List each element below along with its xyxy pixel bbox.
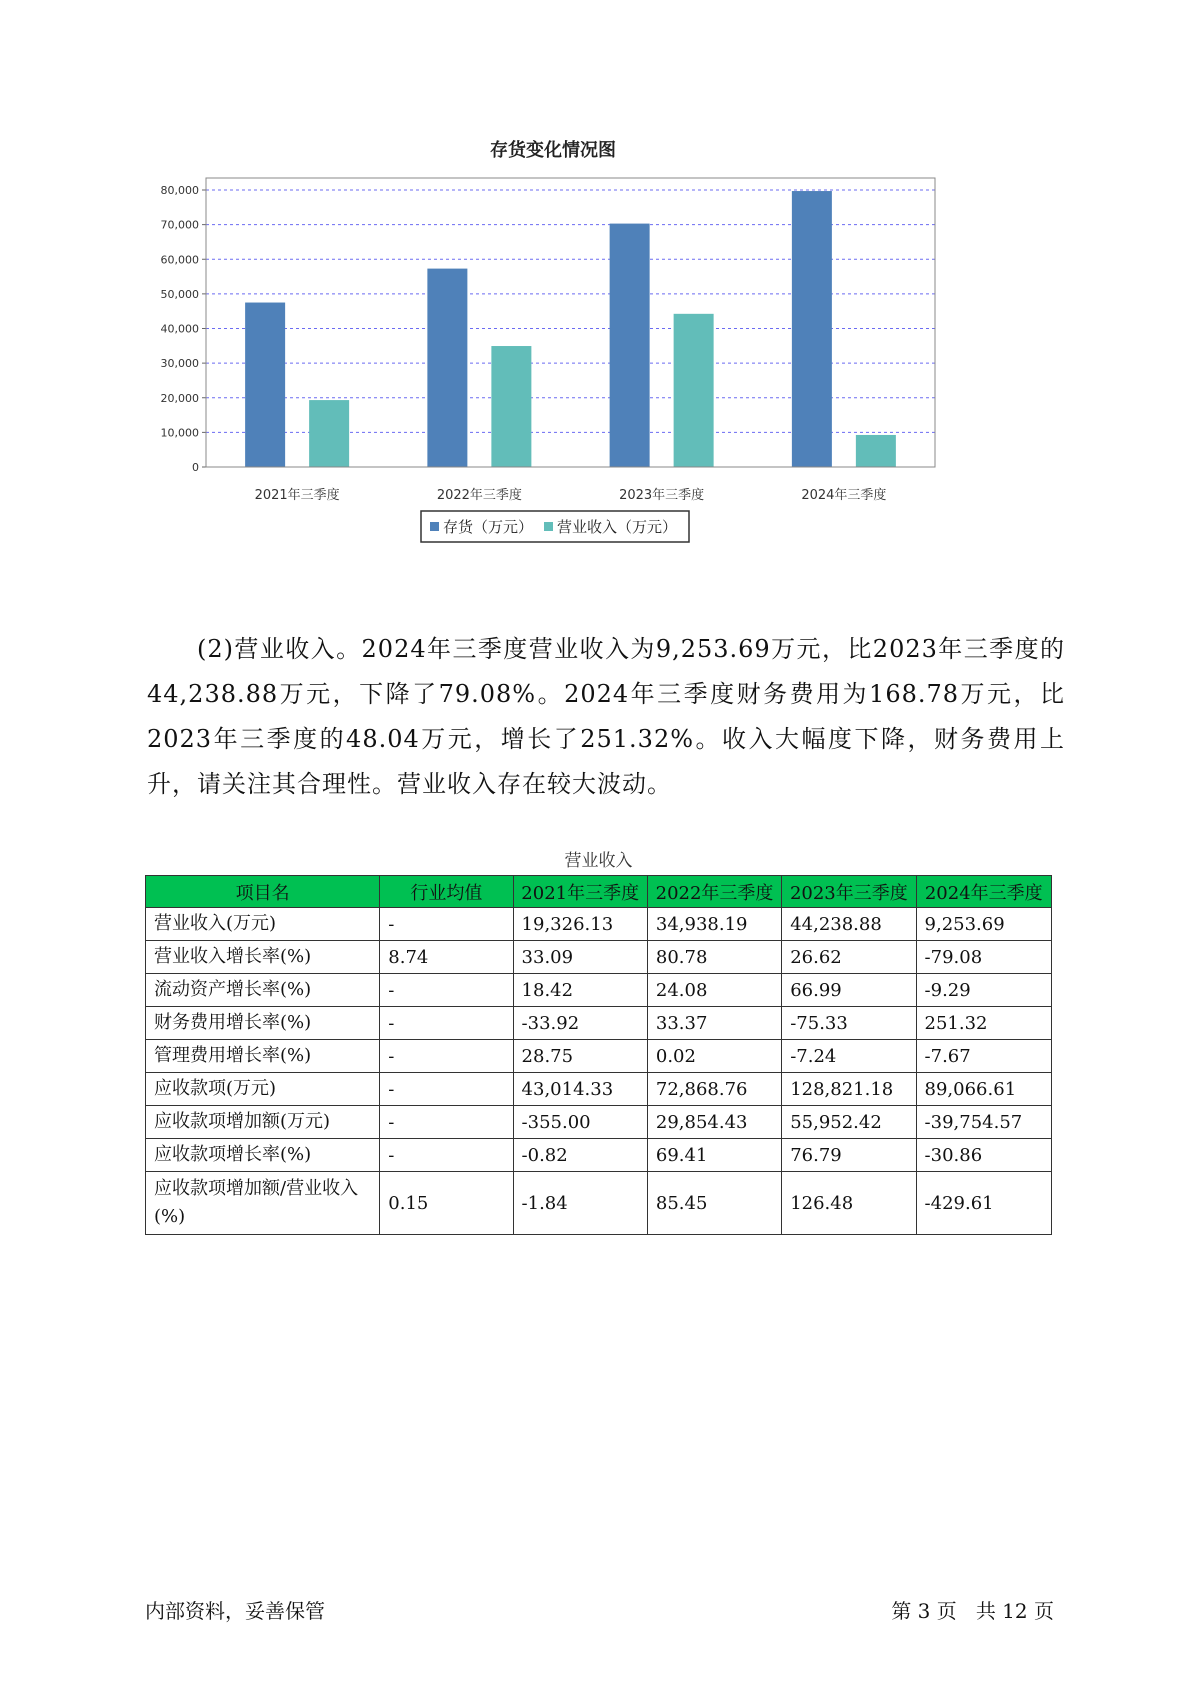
bar-revenue <box>856 435 896 467</box>
x-category-label: 2022年三季度 <box>436 488 522 503</box>
y-tick-label: 70,000 <box>160 218 199 232</box>
table-row <box>146 1106 1052 1139</box>
x-category-label: 2023年三季度 <box>619 488 705 503</box>
table-cell: 18.42 <box>513 974 647 1007</box>
table-cell: 9,253.69 <box>916 908 1051 941</box>
table-cell: 69.41 <box>647 1139 781 1172</box>
table-row <box>146 1139 1052 1172</box>
header-2024q3: 2024年三季度 <box>916 876 1051 908</box>
table-cell: 26.62 <box>782 941 916 974</box>
table-cell: 营业收入(万元) <box>146 908 380 941</box>
table-cell: 0.15 <box>380 1172 513 1235</box>
table-cell: -33.92 <box>513 1007 647 1040</box>
table-cell: 72,868.76 <box>647 1073 781 1106</box>
header-industry-avg: 行业均值 <box>380 876 513 908</box>
bar-revenue <box>491 346 531 467</box>
legend-swatch-revenue <box>544 522 553 531</box>
table-cell: 33.37 <box>647 1007 781 1040</box>
y-tick-label: 10,000 <box>160 426 199 440</box>
table-row <box>146 1172 1052 1235</box>
inventory-bar-chart <box>140 135 960 555</box>
y-tick-label: 80,000 <box>160 184 199 197</box>
table-header-row <box>146 876 1052 908</box>
legend-label-revenue: 营业收入（万元） <box>557 518 678 536</box>
table-row <box>146 1040 1052 1073</box>
table-cell: 29,854.43 <box>647 1106 781 1139</box>
table-cell: 44,238.88 <box>782 908 916 941</box>
legend-swatch-inventory <box>430 522 439 531</box>
table-row <box>146 1073 1052 1106</box>
table-cell: -75.33 <box>782 1007 916 1040</box>
table-cell: -9.29 <box>916 974 1051 1007</box>
y-tick-label: 0 <box>192 461 199 474</box>
footer-page-number: 第 3 页 共 12 页 <box>891 1599 1054 1623</box>
table-cell: 应收款项(万元) <box>146 1073 380 1106</box>
table-row <box>146 974 1052 1007</box>
table-cell: 24.08 <box>647 974 781 1007</box>
table-cell: 76.79 <box>782 1139 916 1172</box>
table-cell: 43,014.33 <box>513 1073 647 1106</box>
table-cell: - <box>380 1073 513 1106</box>
table-cell: 28.75 <box>513 1040 647 1073</box>
table-cell: 营业收入增长率(%) <box>146 941 380 974</box>
footer-confidential-note: 内部资料，妥善保管 <box>145 1599 325 1623</box>
table-cell: 34,938.19 <box>647 908 781 941</box>
revenue-table <box>145 875 1052 1235</box>
revenue-analysis-paragraph: (2)营业收入。2024年三季度营业收入为9,253.69万元，比2023年三季度的44,238.88万元，下降了79.08%。2024年三季度财务费用为168.78万元，比2023年三季度的48.04万元，增长了251.32%。收入大幅度下降，财务费用上升，请关注其合理性。营业收入存在较大波动。 <box>147 635 1065 798</box>
header-item: 项目名 <box>146 876 380 908</box>
header-2021q3: 2021年三季度 <box>513 876 647 908</box>
table-cell: 19,326.13 <box>513 908 647 941</box>
table-cell: 251.32 <box>916 1007 1051 1040</box>
table-cell: 55,952.42 <box>782 1106 916 1139</box>
table-cell: 应收款项增加额/营业收入(%) <box>146 1172 380 1235</box>
table-row <box>146 908 1052 941</box>
bar-inventory <box>245 303 285 467</box>
bar-revenue <box>309 400 349 467</box>
table-cell: -79.08 <box>916 941 1051 974</box>
legend-label-inventory: 存货（万元） <box>443 518 534 536</box>
table-cell: -7.67 <box>916 1040 1051 1073</box>
x-category-label: 2021年三季度 <box>254 488 340 503</box>
table-cell: 89,066.61 <box>916 1073 1051 1106</box>
table-cell: 128,821.18 <box>782 1073 916 1106</box>
table-cell: 33.09 <box>513 941 647 974</box>
header-2022q3: 2022年三季度 <box>647 876 781 908</box>
chart-title: 存货变化情况图 <box>490 140 616 161</box>
y-tick-label: 40,000 <box>160 322 199 336</box>
table-cell: -429.61 <box>916 1172 1051 1235</box>
table-row <box>146 941 1052 974</box>
x-category-label: 2024年三季度 <box>801 488 887 503</box>
table-cell: -1.84 <box>513 1172 647 1235</box>
table-cell: 126.48 <box>782 1172 916 1235</box>
bar-revenue <box>674 314 714 467</box>
bar-inventory <box>610 224 650 467</box>
chart-legend <box>421 511 689 542</box>
table-cell: - <box>380 1040 513 1073</box>
table-cell: 财务费用增长率(%) <box>146 1007 380 1040</box>
y-tick-label: 20,000 <box>160 391 199 405</box>
table-cell: - <box>380 974 513 1007</box>
table-cell: - <box>380 1139 513 1172</box>
table-cell: 0.02 <box>647 1040 781 1073</box>
table-cell: -355.00 <box>513 1106 647 1139</box>
table-row <box>146 1007 1052 1040</box>
table-cell: 80.78 <box>647 941 781 974</box>
header-2023q3: 2023年三季度 <box>782 876 916 908</box>
table-cell: -39,754.57 <box>916 1106 1051 1139</box>
table-cell: -0.82 <box>513 1139 647 1172</box>
y-tick-label: 50,000 <box>160 287 199 301</box>
table-cell: -30.86 <box>916 1139 1051 1172</box>
table-cell: 8.74 <box>380 941 513 974</box>
table-cell: 管理费用增长率(%) <box>146 1040 380 1073</box>
bar-inventory <box>792 191 832 467</box>
bar-inventory <box>427 269 467 467</box>
table-cell: 应收款项增加额(万元) <box>146 1106 380 1139</box>
table-cell: 85.45 <box>647 1172 781 1235</box>
table-caption: 营业收入 <box>564 851 633 871</box>
table-cell: - <box>380 1007 513 1040</box>
table-cell: - <box>380 908 513 941</box>
table-cell: 应收款项增长率(%) <box>146 1139 380 1172</box>
table-cell: - <box>380 1106 513 1139</box>
table-cell: -7.24 <box>782 1040 916 1073</box>
table-cell: 流动资产增长率(%) <box>146 974 380 1007</box>
table-cell: 66.99 <box>782 974 916 1007</box>
y-tick-label: 30,000 <box>160 357 199 371</box>
y-tick-label: 60,000 <box>160 253 199 267</box>
